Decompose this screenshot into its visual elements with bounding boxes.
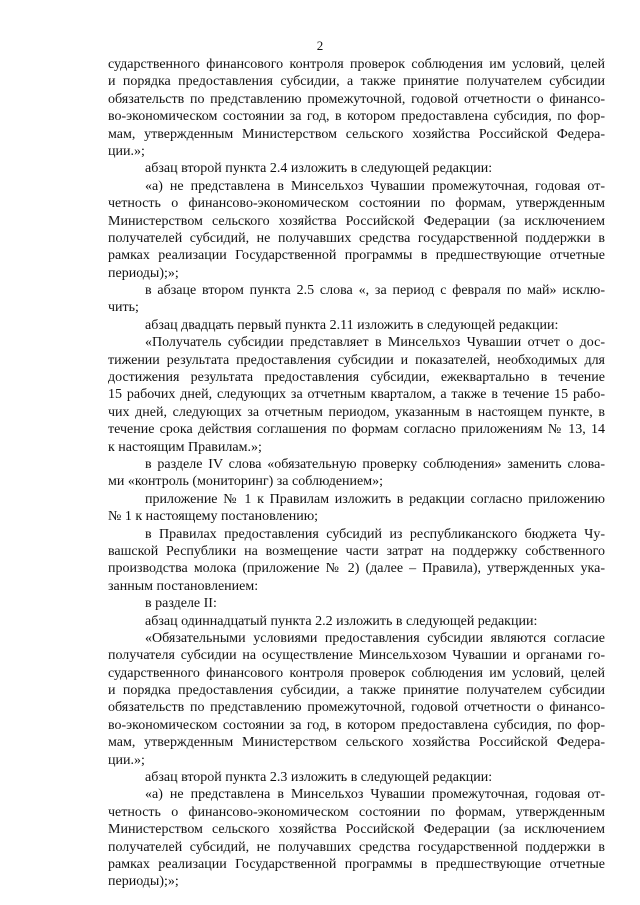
text-line: тижении результата предоставления субсидии и показателей, необходимых для [108, 352, 605, 368]
text-line: в Правилах предоставления субсидий из республиканского бюджета Чу- [145, 526, 605, 542]
text-line: в абзаце втором пункта 2.5 слова «, за период с февраля по май» исклю- [145, 283, 605, 299]
text-line: достижения результата предоставления субсидии, ежеквартально в течение [108, 370, 605, 386]
text-line: абзац второй пункта 2.4 изложить в следующей редакции: [145, 161, 493, 177]
text-line: обязательств по представлению промежуточной, годовой отчетности о финансо- [108, 91, 605, 107]
text-line: абзац двадцать первый пункта 2.11 изложить в следующей редакции: [145, 317, 559, 333]
text-line: чих дней, следующих за отчетным периодом, указанным в настоящем пункте, в [108, 404, 605, 420]
text-line: сударственного финансового контроля проверок соблюдения им условий, целей [108, 57, 605, 72]
text-line: обязательств по представлению промежуточной, годовой отчетности о финансо- [108, 700, 605, 716]
text-line: рамках реализации Государственной программы в предшествующие отчетные [108, 248, 605, 264]
text-line: абзац второй пункта 2.3 изложить в следующей редакции: [145, 770, 493, 786]
text-line: четность о финансово-экономическом состоянии по формам, утвержденным [108, 804, 605, 820]
text-line: к настоящим Правилам.»; [108, 439, 262, 455]
text-line: приложение № 1 к Правилам изложить в редакции согласно приложению [145, 491, 605, 507]
text-line: во-экономическом состоянии за год, в котором предоставлена субсидия, по фор- [108, 717, 605, 733]
text-line: в разделе II: [145, 596, 217, 612]
text-line: в разделе IV слова «обязательную проверку соблюдения» заменить слова- [145, 456, 605, 472]
text-line: мам, утвержденным Министерством сельского хозяйства Российской Федера- [108, 126, 605, 142]
text-line: № 1 к настоящему постановлению; [108, 509, 319, 525]
text-line: Министерством сельского хозяйства Российской Федерации (за исключением [108, 213, 605, 229]
text-line: периоды);»; [108, 874, 179, 890]
text-line: во-экономическом состоянии за год, в котором предоставлена субсидия, по фор- [108, 109, 605, 125]
text-line: и порядка предоставления субсидии, а также принятие получателем субсидии [108, 683, 605, 699]
text-line: «Обязательными условиями предоставления субсидии являются согласие [145, 630, 605, 646]
text-line: получателей субсидий, не получавших средства государственной поддержки в [108, 230, 605, 246]
text-line: получателей субсидий, не получавших средства государственной поддержки в [108, 839, 605, 855]
text-line: мам, утвержденным Министерством сельского хозяйства Российской Федера- [108, 735, 605, 751]
text-line: занным постановлением: [108, 578, 259, 594]
text-line: ми «контроль (мониторинг) за соблюдением»; [108, 474, 383, 490]
text-line: производства молока (приложение № 2) (далее – Правила), утвержденных ука- [108, 561, 605, 577]
text-line: течение срока действия соглашения по формам согласно приложениям № 13, 14 [108, 422, 605, 438]
text-line: рамках реализации Государственной программы в предшествующие отчетные [108, 856, 605, 872]
text-line: «Получатель субсидии представляет в Минсельхоз Чувашии отчет о дос- [145, 335, 605, 351]
text-line: и порядка предоставления субсидии, а также принятие получателем субсидии [108, 74, 605, 90]
text-line: Министерством сельского хозяйства Российской Федерации (за исключением [108, 822, 605, 838]
text-line: вашской Республики на возмещение части затрат на поддержку собственного [108, 543, 605, 559]
text-line: четность о финансово-экономическом состоянии по формам, утвержденным [108, 196, 605, 212]
text-line: «а) не представлена в Минсельхоз Чувашии промежуточная, годовая от- [145, 178, 605, 194]
text-line: периоды);»; [108, 265, 179, 281]
document-body [108, 56, 605, 891]
text-line: ции.»; [108, 752, 145, 768]
text-line: чить; [108, 300, 139, 316]
text-line: 15 рабочих дней, следующих за отчетным кварталом, а также в течение 15 рабо- [108, 387, 605, 403]
text-line: «а) не представлена в Минсельхоз Чувашии промежуточная, годовая от- [145, 787, 605, 803]
page-number: 2 [316, 38, 324, 53]
text-line: абзац одиннадцатый пункта 2.2 изложить в следующей редакции: [145, 613, 538, 629]
text-line: ции.»; [108, 143, 145, 159]
text-line: получателя субсидии на осуществление Минсельхозом Чувашии и органами го- [108, 648, 605, 664]
text-line: сударственного финансового контроля проверок соблюдения им условий, целей [108, 665, 605, 681]
